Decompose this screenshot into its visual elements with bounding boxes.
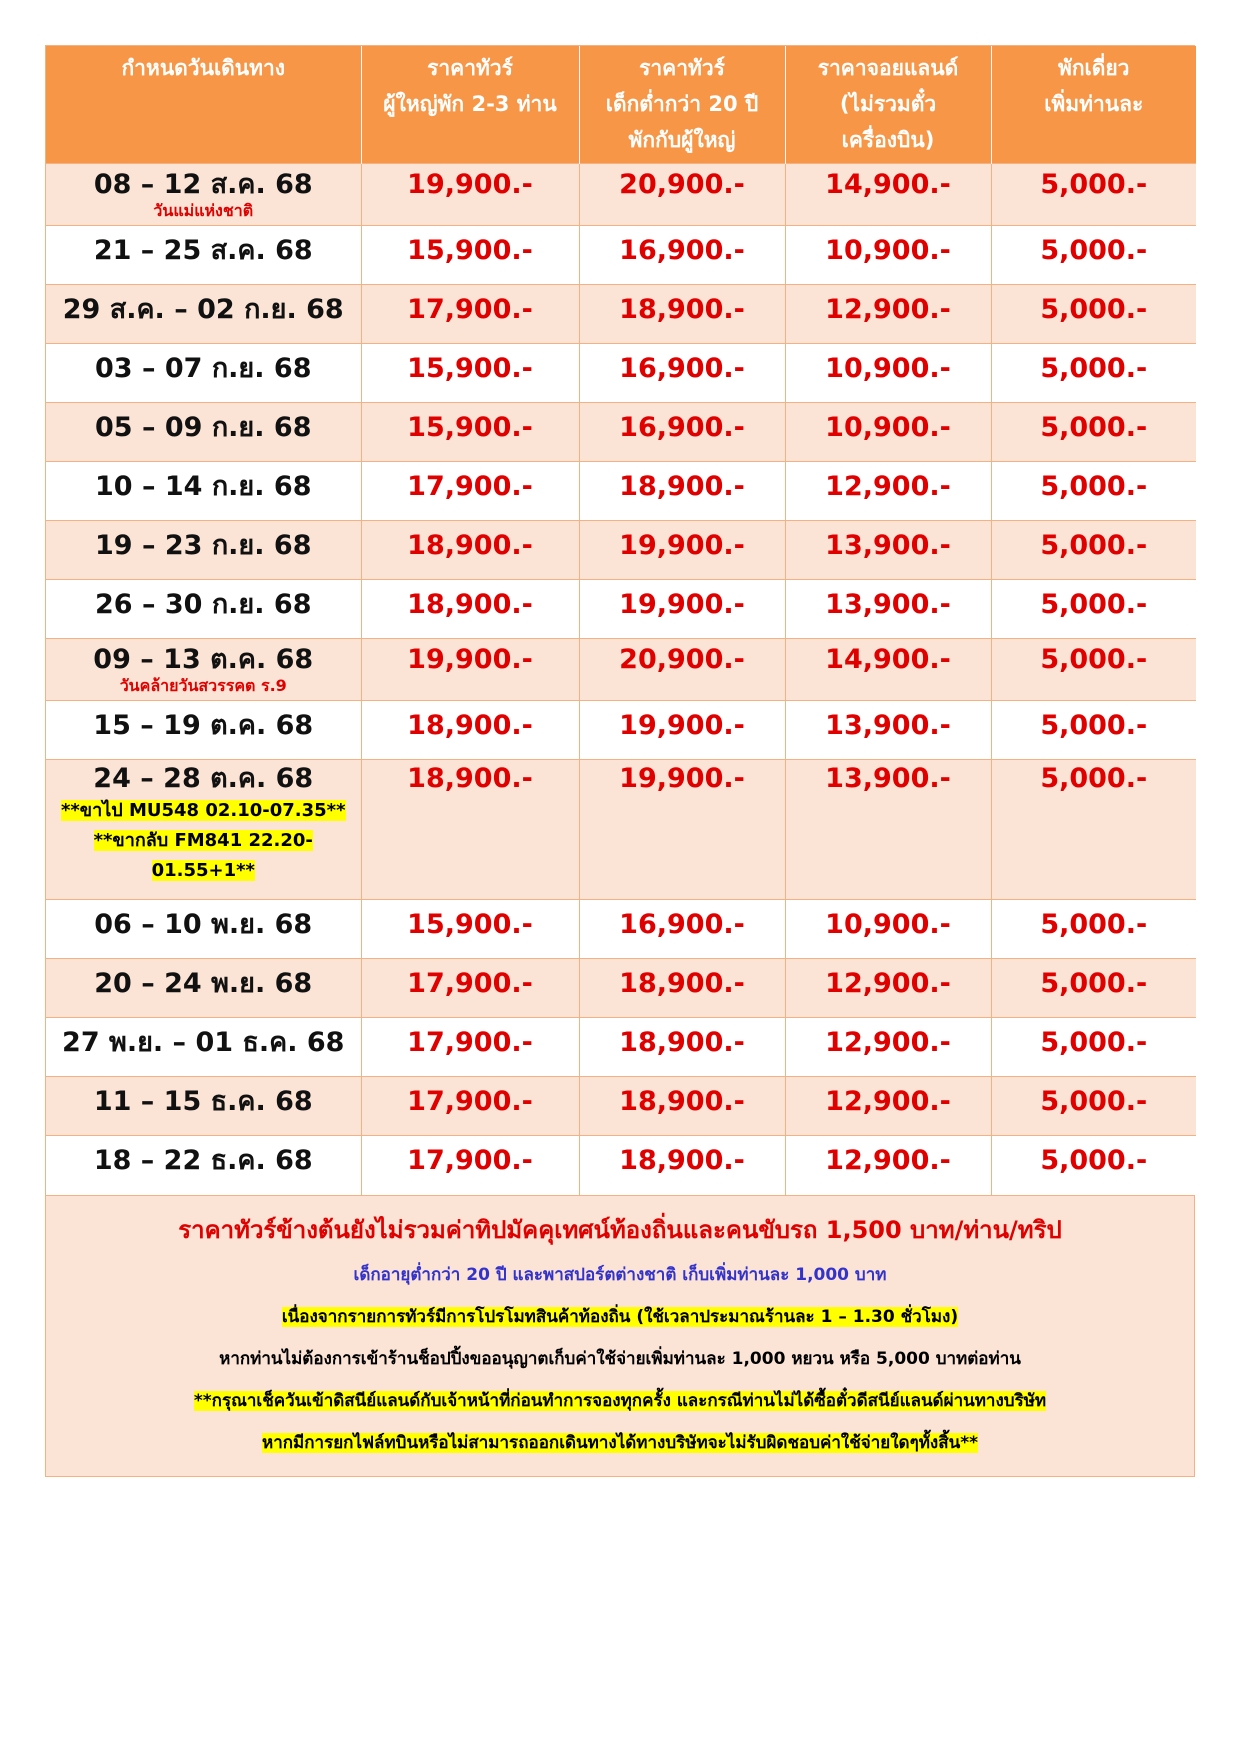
adult-price: 19,900.- xyxy=(407,644,533,675)
skip-shop-notice: หากท่านไม่ต้องการเข้าร้านช็อปปิ้งขออนุญาตเก็บค่าใช้จ่ายเพิ่มท่านละ 1,000 หยวน หรือ 5,000 บาทต่อท่าน xyxy=(219,1348,1021,1369)
disney-notice-text-1: **กรุณาเช็ควันเข้าดิสนีย์แลนด์กับเจ้าหน้าที่ก่อนทำการจองทุกครั้ง และกรณีท่านไม่ได้ซื้อตั๋วดีสนีย์แลนด์ผ่านทางบริษัท xyxy=(193,1390,1047,1411)
adult-price: 15,900.- xyxy=(407,412,533,443)
adult-price-cell xyxy=(361,521,579,580)
child-price-cell xyxy=(579,1136,785,1195)
travel-date: 11 – 15 ธ.ค. 68 xyxy=(93,1086,313,1117)
child-price: 19,900.- xyxy=(619,589,745,620)
date-cell xyxy=(46,1136,361,1195)
child-passport-notice: เด็กอายุต่ำกว่า 20 ปี และพาสปอร์ตต่างชาติ เก็บเพิ่มท่านละ 1,000 บาท xyxy=(353,1264,887,1285)
single-supplement: 5,000.- xyxy=(1040,710,1148,741)
joinland-price: 10,900.- xyxy=(825,353,951,384)
price-table-sheet xyxy=(45,45,1195,1477)
joinland-price: 10,900.- xyxy=(825,909,951,940)
joinland-price: 13,900.- xyxy=(825,763,951,794)
child-price: 16,900.- xyxy=(619,235,745,266)
joinland-price: 14,900.- xyxy=(825,644,951,675)
holiday-note: วันแม่แห่งชาติ xyxy=(153,201,254,220)
child-price-cell xyxy=(579,344,785,403)
adult-price-cell xyxy=(361,462,579,521)
single-supplement: 5,000.- xyxy=(1040,294,1148,325)
travel-date: 20 – 24 พ.ย. 68 xyxy=(94,968,313,999)
single-supplement: 5,000.- xyxy=(1040,235,1148,266)
date-cell xyxy=(46,900,361,959)
adult-price-cell xyxy=(361,701,579,760)
date-cell xyxy=(46,285,361,344)
table-row xyxy=(46,226,1196,285)
table-row xyxy=(46,639,1196,701)
joinland-price: 12,900.- xyxy=(825,1027,951,1058)
travel-date: 26 – 30 ก.ย. 68 xyxy=(94,589,312,620)
child-price: 19,900.- xyxy=(619,763,745,794)
child-price: 20,900.- xyxy=(619,644,745,675)
joinland-price-cell xyxy=(785,226,991,285)
child-price-cell xyxy=(579,462,785,521)
joinland-price-cell xyxy=(785,462,991,521)
adult-price-cell xyxy=(361,900,579,959)
adult-price-cell xyxy=(361,760,579,900)
travel-date: 21 – 25 ส.ค. 68 xyxy=(93,235,313,266)
adult-price: 17,900.- xyxy=(407,1145,533,1176)
joinland-price-cell xyxy=(785,760,991,900)
header-joinland-price: ราคาจอยแลนด์ (ไม่รวมตั๋ว เครื่องบิน) xyxy=(785,46,991,164)
table-row xyxy=(46,462,1196,521)
single-supplement-cell xyxy=(991,900,1196,959)
joinland-price: 13,900.- xyxy=(825,710,951,741)
date-cell xyxy=(46,403,361,462)
travel-date: 09 – 13 ต.ค. 68 xyxy=(93,644,314,675)
single-supplement: 5,000.- xyxy=(1040,763,1148,794)
header-adult-price: ราคาทัวร์ ผู้ใหญ่พัก 2-3 ท่าน xyxy=(361,46,579,164)
date-cell xyxy=(46,521,361,580)
travel-date: 19 – 23 ก.ย. 68 xyxy=(94,530,312,561)
joinland-price-cell xyxy=(785,959,991,1018)
single-supplement-cell xyxy=(991,521,1196,580)
adult-price: 18,900.- xyxy=(407,763,533,794)
adult-price-cell xyxy=(361,164,579,226)
single-supplement: 5,000.- xyxy=(1040,1145,1148,1176)
single-supplement-cell xyxy=(991,639,1196,701)
adult-price-cell xyxy=(361,226,579,285)
joinland-price-cell xyxy=(785,701,991,760)
adult-price-cell xyxy=(361,1077,579,1136)
joinland-price-cell xyxy=(785,344,991,403)
child-price-cell xyxy=(579,285,785,344)
adult-price: 17,900.- xyxy=(407,968,533,999)
adult-price-cell xyxy=(361,285,579,344)
flight-back-note-cont: 01.55+1** xyxy=(151,860,255,881)
joinland-price: 13,900.- xyxy=(825,589,951,620)
joinland-price: 12,900.- xyxy=(825,968,951,999)
adult-price: 17,900.- xyxy=(407,471,533,502)
adult-price-cell xyxy=(361,639,579,701)
flight-out-note: **ขาไป MU548 02.10-07.35** xyxy=(60,800,346,821)
adult-price: 18,900.- xyxy=(407,710,533,741)
travel-date: 24 – 28 ต.ค. 68 xyxy=(93,763,314,794)
child-price-cell xyxy=(579,900,785,959)
travel-date: 06 – 10 พ.ย. 68 xyxy=(94,909,313,940)
child-price: 19,900.- xyxy=(619,710,745,741)
single-supplement: 5,000.- xyxy=(1040,169,1148,200)
header-single-supplement: พักเดี่ยว เพิ่มท่านละ xyxy=(991,46,1196,164)
date-cell xyxy=(46,164,361,226)
table-row xyxy=(46,760,1196,900)
adult-price: 19,900.- xyxy=(407,169,533,200)
child-price: 16,900.- xyxy=(619,909,745,940)
child-price: 18,900.- xyxy=(619,294,745,325)
adult-price: 15,900.- xyxy=(407,909,533,940)
date-cell xyxy=(46,959,361,1018)
joinland-price: 10,900.- xyxy=(825,412,951,443)
single-supplement-cell xyxy=(991,580,1196,639)
single-supplement: 5,000.- xyxy=(1040,412,1148,443)
child-price-cell xyxy=(579,639,785,701)
child-price: 16,900.- xyxy=(619,412,745,443)
child-price-cell xyxy=(579,959,785,1018)
table-row xyxy=(46,1018,1196,1077)
joinland-price-cell xyxy=(785,164,991,226)
joinland-price-cell xyxy=(785,1136,991,1195)
single-supplement: 5,000.- xyxy=(1040,1027,1148,1058)
travel-date: 18 – 22 ธ.ค. 68 xyxy=(93,1145,313,1176)
joinland-price: 13,900.- xyxy=(825,530,951,561)
tip-notice: ราคาทัวร์ข้างต้นยังไม่รวมค่าทิปมัคคุเทศน์ท้องถิ่นและคนขับรถ 1,500 บาท/ท่าน/ทริป xyxy=(178,1215,1062,1244)
price-table xyxy=(46,46,1196,1195)
child-price-cell xyxy=(579,164,785,226)
child-price-cell xyxy=(579,1018,785,1077)
date-cell xyxy=(46,701,361,760)
travel-date: 05 – 09 ก.ย. 68 xyxy=(94,412,312,443)
child-price-cell xyxy=(579,403,785,462)
date-cell xyxy=(46,344,361,403)
single-supplement-cell xyxy=(991,959,1196,1018)
adult-price: 17,900.- xyxy=(407,1086,533,1117)
joinland-price: 12,900.- xyxy=(825,1086,951,1117)
child-price: 18,900.- xyxy=(619,968,745,999)
table-row xyxy=(46,900,1196,959)
single-supplement-cell xyxy=(991,344,1196,403)
joinland-price: 14,900.- xyxy=(825,169,951,200)
child-price: 18,900.- xyxy=(619,471,745,502)
table-row xyxy=(46,1136,1196,1195)
child-price: 18,900.- xyxy=(619,1145,745,1176)
date-cell xyxy=(46,760,361,900)
joinland-price-cell xyxy=(785,1018,991,1077)
single-supplement-cell xyxy=(991,164,1196,226)
adult-price: 18,900.- xyxy=(407,589,533,620)
travel-date: 03 – 07 ก.ย. 68 xyxy=(94,353,312,384)
single-supplement-cell xyxy=(991,1018,1196,1077)
child-price: 18,900.- xyxy=(619,1027,745,1058)
single-supplement: 5,000.- xyxy=(1040,909,1148,940)
table-row xyxy=(46,164,1196,226)
single-supplement-cell xyxy=(991,701,1196,760)
date-cell xyxy=(46,462,361,521)
child-price-cell xyxy=(579,580,785,639)
table-row xyxy=(46,701,1196,760)
single-supplement-cell xyxy=(991,285,1196,344)
disney-notice-text-2: หากมีการยกไฟล์ทบินหรือไม่สามารถออกเดินทางได้ทางบริษัทจะไม่รับผิดชอบค่าใช้จ่ายใดๆทั้งสิ้น** xyxy=(261,1432,978,1453)
disney-notice-line-1 xyxy=(52,1380,1188,1422)
table-row xyxy=(46,580,1196,639)
table-row xyxy=(46,403,1196,462)
single-supplement: 5,000.- xyxy=(1040,1086,1148,1117)
joinland-price-cell xyxy=(785,285,991,344)
joinland-price-cell xyxy=(785,639,991,701)
table-row xyxy=(46,521,1196,580)
child-price-cell xyxy=(579,1077,785,1136)
adult-price: 17,900.- xyxy=(407,1027,533,1058)
travel-date: 27 พ.ย. – 01 ธ.ค. 68 xyxy=(62,1027,345,1058)
joinland-price-cell xyxy=(785,403,991,462)
travel-date: 15 – 19 ต.ค. 68 xyxy=(93,710,314,741)
header-travel-date: กำหนดวันเดินทาง xyxy=(46,46,361,164)
joinland-price: 12,900.- xyxy=(825,471,951,502)
child-price: 16,900.- xyxy=(619,353,745,384)
header-child-price: ราคาทัวร์ เด็กต่ำกว่า 20 ปี พักกับผู้ใหญ่ xyxy=(579,46,785,164)
table-row xyxy=(46,285,1196,344)
date-cell xyxy=(46,1077,361,1136)
child-price-cell xyxy=(579,226,785,285)
child-price-cell xyxy=(579,701,785,760)
adult-price-cell xyxy=(361,580,579,639)
child-price: 20,900.- xyxy=(619,169,745,200)
travel-date: 10 – 14 ก.ย. 68 xyxy=(94,471,312,502)
disney-notice-line-2 xyxy=(52,1422,1188,1464)
single-supplement: 5,000.- xyxy=(1040,353,1148,384)
single-supplement-cell xyxy=(991,1136,1196,1195)
single-supplement: 5,000.- xyxy=(1040,530,1148,561)
holiday-note: วันคล้ายวันสวรรคต ร.9 xyxy=(119,676,287,695)
joinland-price: 10,900.- xyxy=(825,235,951,266)
joinland-price-cell xyxy=(785,1077,991,1136)
date-cell xyxy=(46,1018,361,1077)
travel-date: 29 ส.ค. – 02 ก.ย. 68 xyxy=(62,294,344,325)
adult-price-cell xyxy=(361,344,579,403)
header-row xyxy=(46,46,1196,164)
child-price-cell xyxy=(579,760,785,900)
adult-price: 15,900.- xyxy=(407,353,533,384)
adult-price-cell xyxy=(361,1018,579,1077)
single-supplement: 5,000.- xyxy=(1040,589,1148,620)
adult-price-cell xyxy=(361,959,579,1018)
flight-back-note: **ขากลับ FM841 22.20- xyxy=(93,830,313,851)
adult-price: 17,900.- xyxy=(407,294,533,325)
table-row xyxy=(46,1077,1196,1136)
joinland-price-cell xyxy=(785,521,991,580)
terms-footer xyxy=(46,1195,1194,1476)
single-supplement-cell xyxy=(991,1077,1196,1136)
adult-price: 15,900.- xyxy=(407,235,533,266)
adult-price-cell xyxy=(361,1136,579,1195)
single-supplement-cell xyxy=(991,760,1196,900)
shopping-notice-text: เนื่องจากรายการทัวร์มีการโปรโมทสินค้าท้องถิ่น (ใช้เวลาประมาณร้านละ 1 – 1.30 ชั่วโมง) xyxy=(281,1306,959,1327)
child-price: 18,900.- xyxy=(619,1086,745,1117)
table-row xyxy=(46,959,1196,1018)
travel-date: 08 – 12 ส.ค. 68 xyxy=(93,169,313,200)
date-cell xyxy=(46,226,361,285)
joinland-price-cell xyxy=(785,900,991,959)
single-supplement-cell xyxy=(991,226,1196,285)
single-supplement-cell xyxy=(991,462,1196,521)
date-cell xyxy=(46,639,361,701)
single-supplement: 5,000.- xyxy=(1040,644,1148,675)
single-supplement-cell xyxy=(991,403,1196,462)
table-row xyxy=(46,344,1196,403)
shopping-notice xyxy=(52,1296,1188,1338)
joinland-price: 12,900.- xyxy=(825,1145,951,1176)
child-price-cell xyxy=(579,521,785,580)
child-price: 19,900.- xyxy=(619,530,745,561)
joinland-price: 12,900.- xyxy=(825,294,951,325)
joinland-price-cell xyxy=(785,580,991,639)
adult-price-cell xyxy=(361,403,579,462)
single-supplement: 5,000.- xyxy=(1040,471,1148,502)
adult-price: 18,900.- xyxy=(407,530,533,561)
single-supplement: 5,000.- xyxy=(1040,968,1148,999)
date-cell xyxy=(46,580,361,639)
